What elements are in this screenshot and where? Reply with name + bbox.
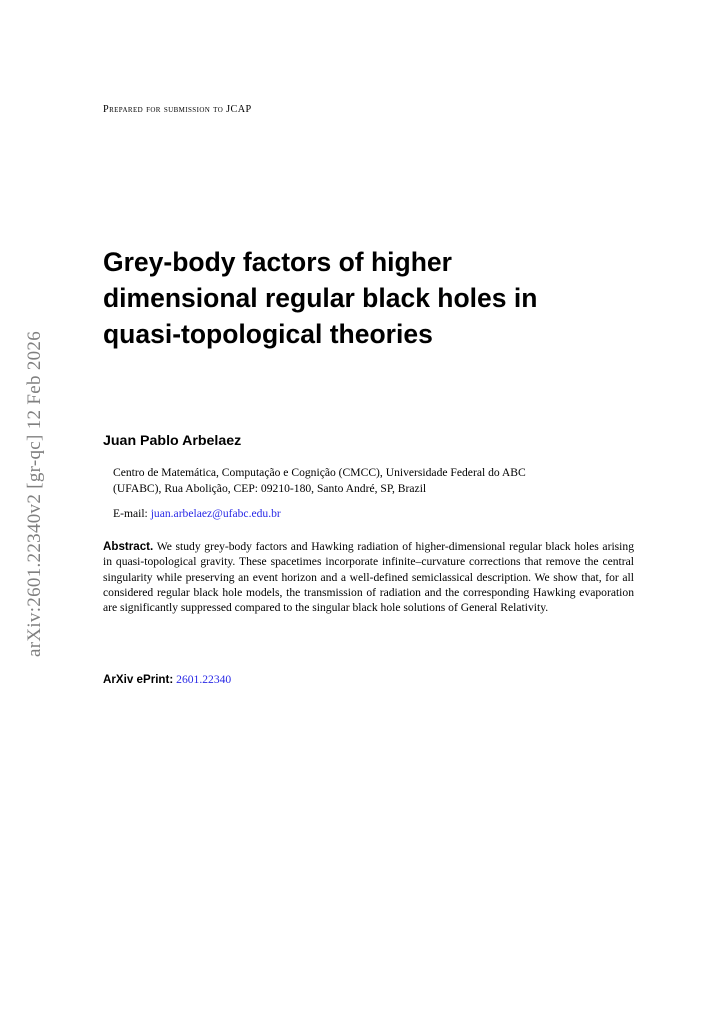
- eprint-label: ArXiv ePrint:: [103, 673, 174, 686]
- submission-journal: JCAP: [226, 104, 252, 115]
- arxiv-stamp: [24, 300, 46, 688]
- abstract: [103, 539, 634, 615]
- email-label: E-mail:: [113, 507, 148, 520]
- abstract-label: Abstract.: [103, 540, 154, 553]
- title-line-2: dimensional regular black holes in: [103, 283, 538, 313]
- arxiv-stamp-text: arXiv:2601.22340v2 [gr-qc] 12 Feb 2026: [24, 330, 45, 658]
- affiliation: [113, 465, 643, 497]
- paper-title: [103, 244, 643, 352]
- eprint-line: [103, 673, 231, 686]
- eprint-link[interactable]: 2601.22340: [176, 673, 232, 686]
- title-line-1: Grey-body factors of higher: [103, 247, 452, 277]
- email-link[interactable]: juan.arbelaez@ufabc.edu.br: [150, 507, 281, 520]
- submission-note: [103, 104, 252, 115]
- email-line: [113, 507, 281, 520]
- abstract-text: We study grey-body factors and Hawking radiation of higher-dimensional regular black holes arising in quasi-topological gravity. These spacetimes incorporate infinite–curvature corrections that remove the central singularity while preserving an event horizon and a well-defined semiclassical description. We show that, for all considered regular black hole models, the transmission of radiation and the corresponding Hawking evaporation are significantly suppressed compared to the singular black hole solutions of General Relativity.: [103, 540, 634, 615]
- affiliation-line-1: Centro de Matemática, Computação e Cognição (CMCC), Universidade Federal do ABC: [113, 466, 526, 479]
- submission-prepared: Prepared for submission to: [103, 104, 224, 115]
- author-name: Juan Pablo Arbelaez: [103, 433, 242, 449]
- title-line-3: quasi-topological theories: [103, 319, 433, 349]
- affiliation-line-2: (UFABC), Rua Abolição, CEP: 09210-180, Santo André, SP, Brazil: [113, 482, 427, 495]
